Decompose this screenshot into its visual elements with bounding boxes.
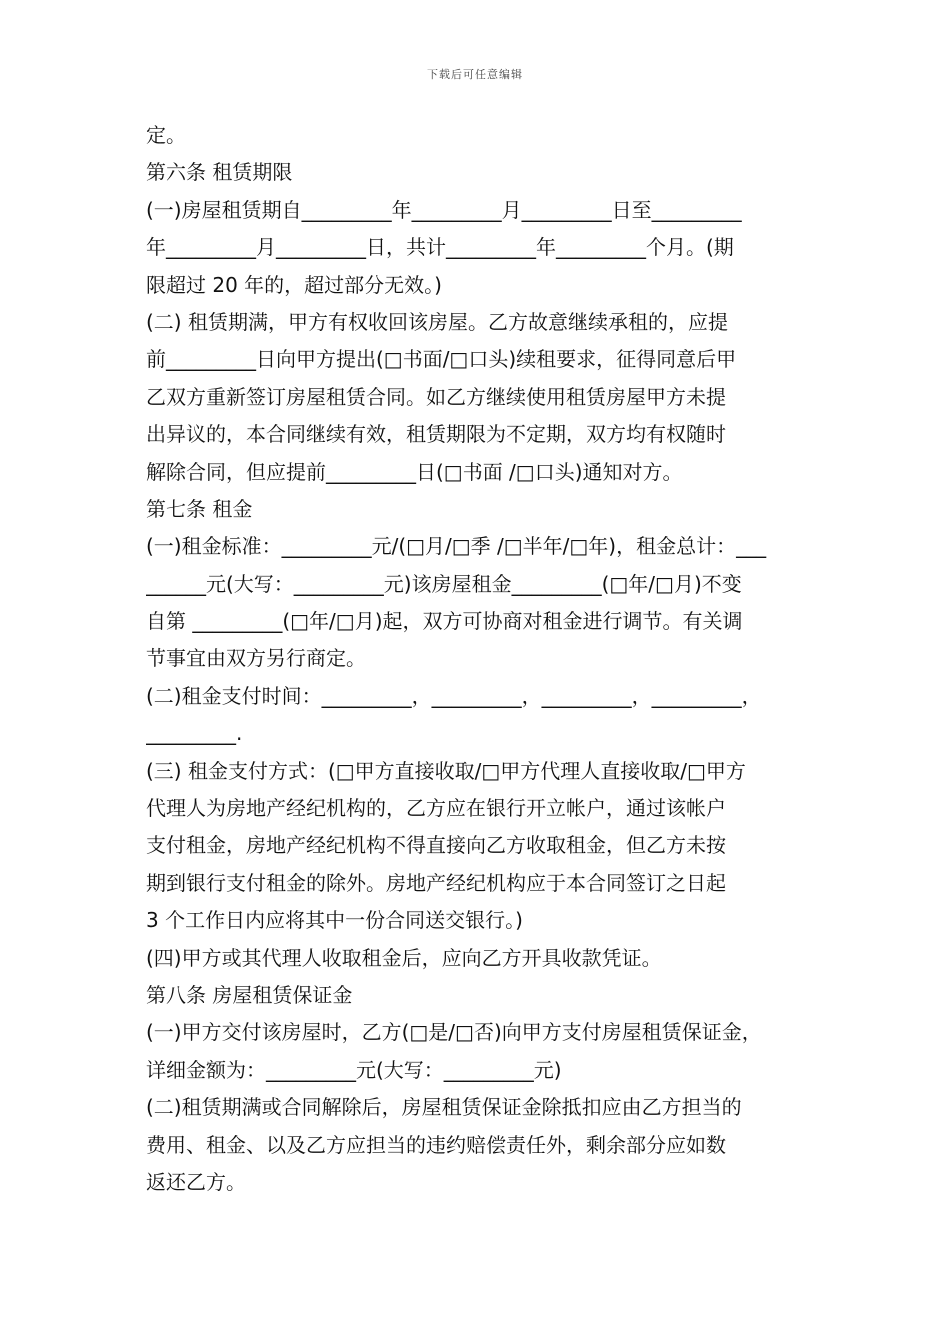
text-line: (三) 租金支付方式：(□甲方直接收取/□甲方代理人直接收取/□甲方 xyxy=(146,758,746,783)
article-heading: 第八条 房屋租赁保证金 xyxy=(146,982,353,1007)
text-line: 3 个工作日内应将其中一份合同送交银行。) xyxy=(146,908,523,933)
text-line: 年_________月_________日，共计_________年_________个月。(期 xyxy=(146,235,734,260)
text-line: (二) 租赁期满，甲方有权收回该房屋。乙方故意继续承租的，应提 xyxy=(146,309,728,334)
text-line: (四)甲方或其代理人收取租金后，应向乙方开具收款凭证。 xyxy=(146,945,662,970)
text-line: 定。 xyxy=(146,123,186,147)
text-line: (一)租金标准：_________元/(□月/□季 /□半年/□年)，租金总计：___ xyxy=(146,534,767,559)
text-line: 详细金额为：_________元(大写：_________元) xyxy=(146,1057,562,1082)
article-heading: 第七条 租金 xyxy=(146,496,253,521)
text-line: (二)租赁期满或合同解除后，房屋租赁保证金除抵扣应由乙方担当的 xyxy=(146,1095,742,1120)
text-line: 乙双方重新签订房屋租赁合同。如乙方继续使用租赁房屋甲方未提 xyxy=(146,384,726,409)
text-line: 节事宜由双方另行商定。 xyxy=(146,646,366,671)
text-line: 前_________日向甲方提出(□书面/□口头)续租要求，征得同意后甲 xyxy=(146,347,737,372)
text-line: 代理人为房地产经纪机构的，乙方应在银行开立帐户，通过该帐户 xyxy=(146,796,726,821)
text-line: (二)租金支付时间：_________，_________，_________，_________， xyxy=(146,683,762,708)
document-body xyxy=(146,117,811,1201)
text-line: _________. xyxy=(146,721,243,746)
text-line: 费用、租金、以及乙方应担当的违约赔偿责任外，剩余部分应如数 xyxy=(146,1132,726,1157)
text-line: 支付租金，房地产经纪机构不得直接向乙方收取租金，但乙方未按 xyxy=(146,833,726,858)
text-line: 解除合同，但应提前_________日(□书面 /□口头)通知对方。 xyxy=(146,459,683,484)
text-line: 期到银行支付租金的除外。房地产经纪机构应于本合同签订之日起 xyxy=(146,870,726,895)
text-line: 出异议的，本合同继续有效，租赁期限为不定期，双方均有权随时 xyxy=(146,422,726,447)
page-header: 下载后可任意编辑 xyxy=(427,68,523,81)
article-heading: 第六条 租赁期限 xyxy=(146,160,293,185)
text-line: (一)房屋租赁期自_________年_________月_________日至_________ xyxy=(146,197,742,222)
text-line: 限超过 20 年的，超过部分无效。) xyxy=(146,272,442,297)
text-line: ______元(大写：_________元)该房屋租金_________(□年/□月)不变 xyxy=(146,571,742,596)
text-line: 自第 _________(□年/□月)起，双方可协商对租金进行调节。有关调 xyxy=(146,609,743,634)
text-line: 返还乙方。 xyxy=(146,1169,246,1194)
text-line: (一)甲方交付该房屋时，乙方(□是/□否)向甲方支付房屋租赁保证金， xyxy=(146,1020,762,1045)
